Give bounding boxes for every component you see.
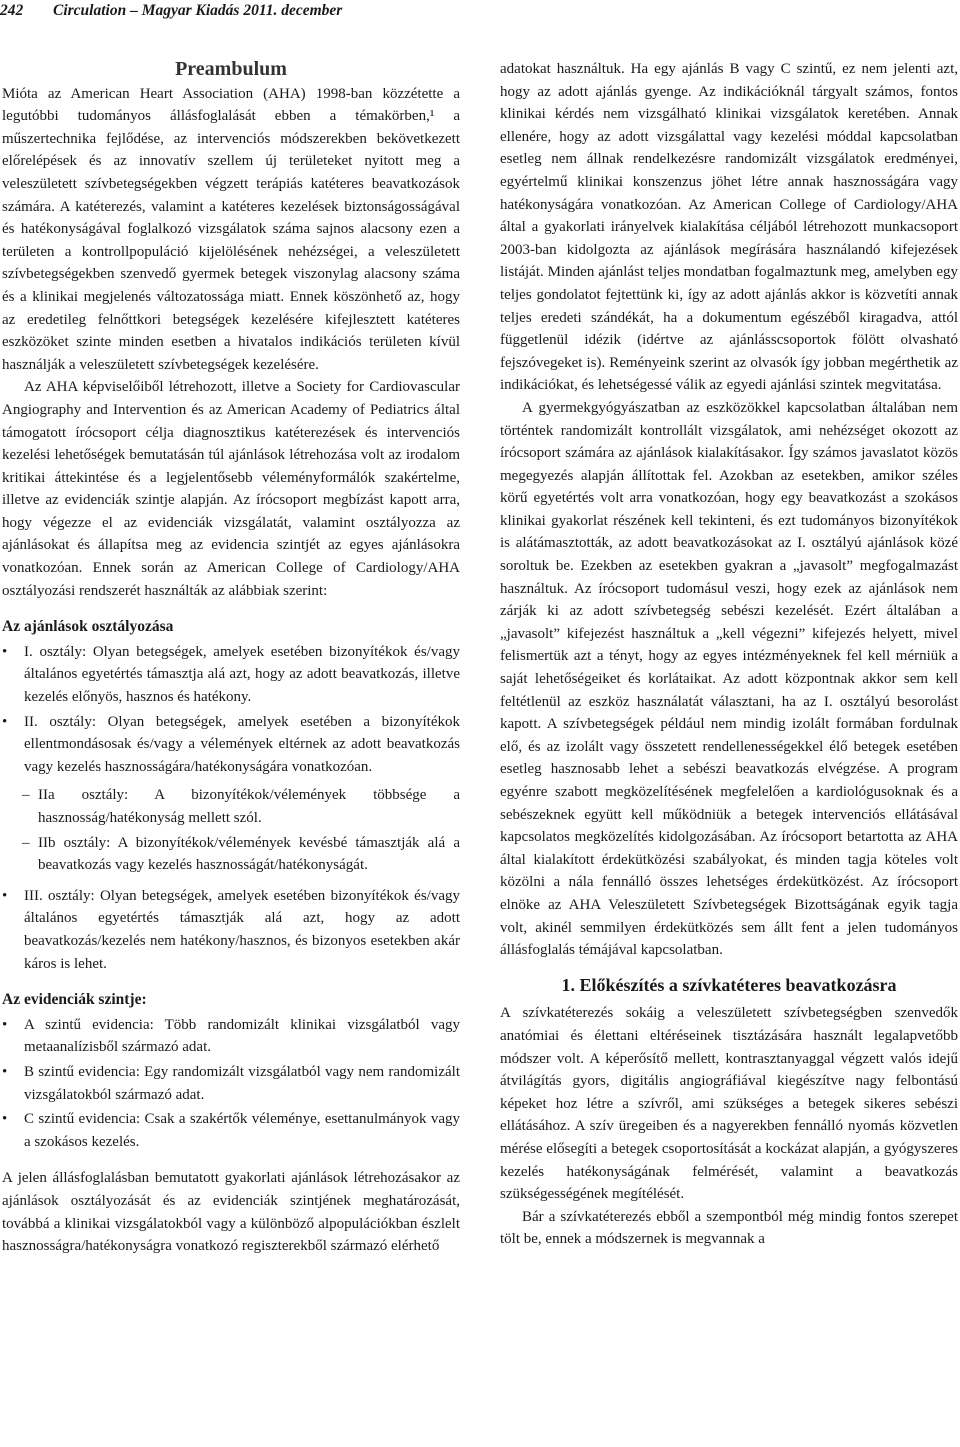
- classes-heading: Az ajánlások osztályozása: [2, 618, 174, 636]
- preamble-paragraph-1: Mióta az American Heart Association (AHA) 1998-ban közzétette a legutóbbi tudományos állásfoglalását ebben a témakörben,¹ a műszertechnika fejlődése, az intervenciós módszerekben bekövetkezett előrelépések és az innovatív szellem új területeket nyitott meg a veleszületett szívbetegségekben végzett terápiás katéteres beavatkozások számára. A katéterezés, valamint a katéteres kezelések biztonságosságával és hatékonyságával foglalkozó vizsgálatok száma sajnos alacsony ezen a területen a kontrollpopuláció kijelölésének nehézségei, a veleszületett szívbetegségekben szenvedő gyermek betegek viszonylag alacsony száma és a klinikai megjelenés változatossága miatt. Ennek köszönhető az, hogy az eredetileg felnőttkori betegségek kezelésére kifejlesztett katéteres eszközöket szinte minden esetben a hivatalos indikációs területen kívül használják a veleszületett szívbetegségek kezelésére.: [2, 85, 460, 373]
- section-1-paragraph-1: A szívkatéterezés sokáig a veleszületett szívbetegségben szenvedők anatómiai és élettani eltéréseinek tisztázására használt legalapvetőbb módszer volt. A képerősítő mellett, kontrasztanyaggal végzett valós idejű átvilágítás gyors, digitális angiográfiával kiegészítve nagy felbontású képeket hoz létre a szívről, ami szükséges a betegek sikeres sebészi ellátásához. A szív üregeiben és a nagyerekben fennálló nyomás közvetlen mérése elősegíti a betegek csoportosítását a kockázat alapján, a gyógyszeres kezelés hatékonyságának felmérését, valamint a beavatkozás szükségességének megítélését.: [500, 1005, 958, 1203]
- preamble-paragraph-2: Az AHA képviselőiből létrehozott, illetve a Society for Cardiovascular Angiography and Intervention és az American Academy of Pediatrics által támogatott írócsoport célja diagnosztikus katéterezések és intervenciós kezelési lehetőségek bemutatásán túl ajánlások létrehozása volt az irodalom kritikai áttekintése és a legjelentősebb véleményformálók szakértelme, illetve az evidenciák szintje alapján. Az írócsoport megbízást kapott arra, hogy végezze el az evidenciák vizsgálatát, valamint osztályozza az ajánlásokat és állapítsa meg az evidencia szintjét az egyes ajánlásokra vonatkozóan. Ennek során az American College of Cardiology/AHA osztályozási rendszerét használták az alábbiak szerint:: [2, 379, 460, 599]
- class-ii-item: • II. osztály: Olyan betegségek, amelyek esetében a bizonyítékok ellentmondásosak és/vagy a vélemények eltérnek az adott beavatkozás vagy kezelés hasznosságára/hatékonyságára vonatkozóan. – IIa osztály: A bizonyítékok/vélemények többsége a hasznosság/hatékonyság mellett szól. – IIb osztály: A bizonyítékok/vélemények kevésbé támasztják alá a beavatkozás vagy kezelés hasznosságát/hatékonyságát.: [2, 711, 460, 877]
- dash-icon: –: [22, 834, 30, 851]
- page-number: 242: [0, 2, 24, 19]
- class-iii-item: • III. osztály: Olyan betegségek, amelyek esetében bizonyítékok és/vagy általános egyetértés támasztják alá azt, hogy az adott beavatkozás/kezelés nem hatékony/hasznos, és bizonyos esetekben akár káros is lehet.: [2, 885, 460, 975]
- class-iia-item: – IIa osztály: A bizonyítékok/vélemények többsége a hasznosság/hatékonyság mellett szól.: [2, 784, 460, 829]
- level-c-item: • C szintű evidencia: Csak a szakértők véleménye, esettanulmányok vagy a szokásos kezelés.: [2, 1108, 460, 1153]
- running-title: Circulation – Magyar Kiadás 2011. december: [53, 2, 343, 19]
- running-header: [0, 2, 342, 24]
- closing-paragraph: A jelen állásfoglalásban bemutatott gyakorlati ajánlások létrehozásakor az ajánlások osztályozását és az evidenciák szintjének meghatározását, továbbá a klinikai vizsgálatokból vagy a különböző alpopulációkban észlelt hasznosságra/hatékonyságra vonatkozó regiszterekből származó elérhető: [2, 1170, 460, 1255]
- classes-list: [2, 641, 460, 975]
- right-paragraph-1: adatokat használtuk. Ha egy ajánlás B vagy C szintű, ez nem jelenti azt, hogy az adott ajánlás gyenge. Az indikációknál tárgyalt számos, fontos klinikai kérdés nem vizsgálható klinikai vizsgálatok keretében. Annak ellenére, hogy az adott vizsgálattal vagy kezelési móddal kapcsolatban esetleg nem állnak rendelkezésre randomizált vizsgálatok eredményei, egyértelmű klinikai konszenzus jöhet létre annak hasznosságára vagy hatékonyságára vonatkozóan. Az American College of Cardiology/AHA által a gyakorlati irányelvek kialakítása céljából létrehozott munkacsoport 2003-ban kidolgozta az ajánlások megírására használandó kifejezések listáját. Minden ajánlást teljes mondatban fogalmaztunk meg, amelyben egy teljes gondolatot fejtettünk ki, így az adott ajánlás akkor is közvetíti annak teljes eredeti szándékát, ha a dokumentum egészéből kiragadva, attól függetlenül idézik (idértve az ajánlásscsoportok fölött olvasható fejszóvegeket is). Reményeink szerint az olvasók így jobban megérthetik az indikációkat, és lehetségessé válik az egyedi ajánlási szintek megvitatása.: [500, 61, 958, 394]
- section-1-title: 1. Előkészítés a szívkatéteres beavatkozásra: [561, 974, 897, 995]
- evidence-heading: Az evidenciák szintje:: [2, 991, 147, 1009]
- bullet-icon: •: [2, 1111, 8, 1128]
- dash-icon: –: [22, 787, 30, 804]
- bullet-icon: •: [2, 643, 8, 660]
- left-column: [2, 58, 460, 1258]
- class-i-item: • I. osztály: Olyan betegségek, amelyek esetében bizonyítékok és/vagy általános egyetértés támasztja alá azt, hogy az adott beavatkozás, illetve kezelés előnyös, hasznos és hatékony.: [2, 641, 460, 709]
- bullet-icon: •: [2, 1016, 8, 1033]
- bullet-icon: •: [2, 713, 8, 730]
- bullet-icon: •: [2, 887, 8, 904]
- right-paragraph-2: A gyermekgyógyászatban az eszközökkel kapcsolatban általában nem történtek randomizált kontrollált vizsgálatok, ami nehézséget okozott az írócsoport számára az ajánlások kialakításakor. Így számos javaslatot közös megegyezés alapján állítottak fel. Azokban az esetekben, amikor széles körű egyetértés volt arra vonatkozóan, hogy egy beavatkozást a szokásos klinikai gyakorlat részének kell tekinteni, és ezt tudományos bizonyítékok is alátámasztották, az adott beavatkozásokat az I. osztályú ajánlások közé soroltuk be. Ezekben az esetekben gyakran a „javasolt” megfogalmazást használtuk. Az írócsoport tudomásul veszi, hogy ezek az ajánlások nem zárják ki az adott szívbetegség sebészi kezelését. Ezért általában a „javasolt” kifejezést használtuk a „kell végezni” kifejezés helyett, mivel felismertük azt a tényt, hogy az egyes intézményeknek fel kell mérniük a saját lehetőségeiket és korlátaikat. Az adott központnak akkor sem kell feltétlenül az eszköz használatát választani, ha az I. osztályú besorolást kapott. A szívbetegségek például nem mindig izolált formában fordulnak elő, és az izolált vagy összetett rendellenességekkel élő betegek esetében esetleg hasznosabb lehet a sebészi beavatkozás elvégzése. A program egyénre szabott megközelítésének megfelelően a kardiológusoknak és a sebészeknek együtt kell működniük a betegek intervenciós ellátásával kapcsolatos megközelítés kidolgozásában. Az írócsoport betartotta az AHA által kialakított érdekütközési szabályokat, és minden tagja köteles volt közölni a nála fennálló összes lehetséges érdekütközést. Az írócsoport elnöke az AHA Veleszületett Szívbetegségek Bizottságának egyik tagja volt, akinél semmilyen érdekütközés sem állt fent a jelen tudományos állásfoglalás témájával kapcsolatban.: [500, 399, 958, 959]
- section-1-paragraph-2: Bár a szívkatéterezés ebből a szempontból még mindig fontos szerepet tölt be, ennek a módszernek is megvannak a: [500, 1208, 958, 1248]
- level-b-item: • B szintű evidencia: Egy randomizált vizsgálatból vagy nem randomizált vizsgálatokból származó adat.: [2, 1061, 460, 1106]
- class-iib-item: – IIb osztály: A bizonyítékok/vélemények kevésbé támasztják alá a beavatkozás vagy kezelés hasznosságát/hatékonyságát.: [2, 832, 460, 877]
- preamble-title: Preambulum: [175, 58, 287, 80]
- class-ii-sublist: [2, 784, 460, 876]
- evidence-list: [2, 1014, 460, 1154]
- right-column: [500, 58, 958, 1251]
- level-a-item: • A szintű evidencia: Több randomizált klinikai vizsgálatból vagy metaanalízisből származó adat.: [2, 1014, 460, 1059]
- bullet-icon: •: [2, 1063, 8, 1080]
